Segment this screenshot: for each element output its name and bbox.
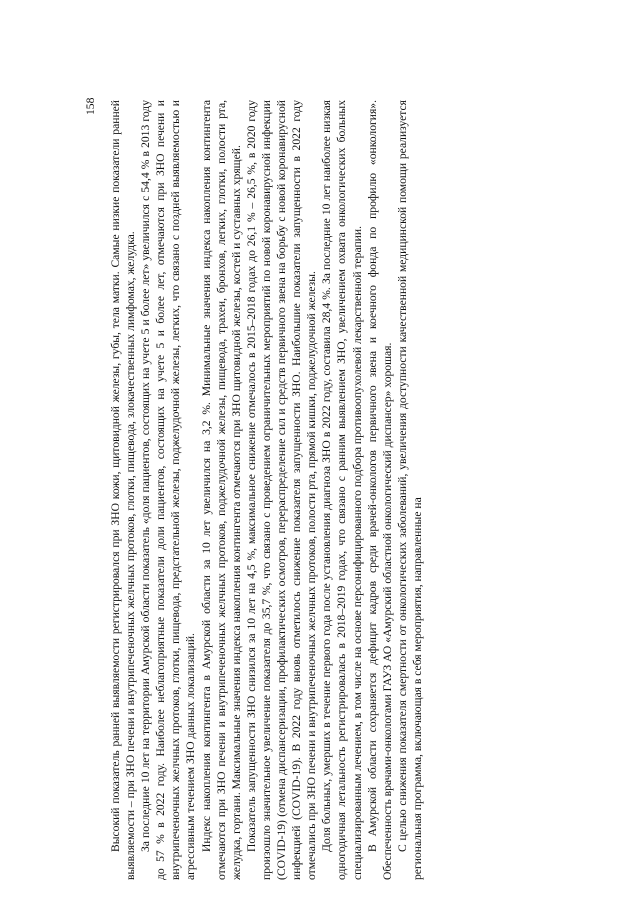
paragraph-regional-program: С целью снижения показателя смертности от онкологических заболеваний, увеличения доступности качественной медицинской помощи реализуется региональная программа, включающая в себя мероприятия, направленные на xyxy=(395,100,424,880)
paragraph-five-year-share: За последние 10 лет на территории Амурской области показатель «доля пациентов, состоящих на учете 5 и более лет» увеличился с 54,4 % в 2013 году до 57 % в 2022 году. Наиболее неблагоприятные показатели доли пациентов, состоящих на учете 5 и более лет, отмечаются при ЗНО печени и внутрипеченочных желчных протоков, глотки, пищевода, предстательной железы, поджелудочной железы, легких, что связано с поздней выявляемостью и агрессивным течением ЗНО данных локализаций. xyxy=(139,100,198,880)
paragraph-accumulation-index: Индекс накопления контингента в Амурской области за 10 лет увеличился на 3,2 %. Минимальные значения индекса накопления контингента отмечаются при ЗНО печени и внутрипеченочных желчных протоков, поджелудочной железы, пищевода, трахеи, бронхов, легких, глотки, полости рта, желудка, гортани. Максимальные значения индекса накопления контингента отмечаются при ЗНО щитовидной железы, костей и суставных хрящей. xyxy=(199,100,243,880)
paragraph-early-detection: Высокий показатель ранней выявляемости регистрировался при ЗНО кожи, щитовидной железы, губы, тела матки. Самые низкие показатели ранней выявляемости – при ЗНО печени и внутрипеченочных желчных протоков, глотки, пищевода, злокачественных лимфомах, желудка. xyxy=(109,100,138,880)
paragraph-one-year-mortality: Доля больных, умерших в течение первого года после установления диагноза ЗНО в 2022 году, составила 28,4 %. За последние 10 лет наиболее низкая одногодичная летальность регистрировалась в 2018–2019 годах, что связано с ранним выявлением ЗНО, увеличением охвата онкологических больных специализированным лечением, в том числе на основе персонифицированного подбора противоопухолевой лекарственной терапии. xyxy=(320,100,364,880)
page-number: 158 xyxy=(84,97,97,115)
body-text xyxy=(108,100,425,880)
paragraph-staff-shortage: В Амурской области сохраняется дефицит кадров среди врачей-онкологов первичного звена и коечного фонда по профилю «онкология». Обеспеченность врачами-онкологами ГАУЗ АО «Амурский областной онкологический диспансер» хорошая. xyxy=(365,100,394,880)
rotated-text-block xyxy=(83,97,553,880)
paragraph-neglect-rate: Показатель запущенности ЗНО снизился за 10 лет на 4,5 %, максимальное снижение отмечалось в 2015–2018 годах до 26,1 % – 26,5 %, в 2020 году произошло значительное увеличение показателя до 35,7 %, что связано с проведением ограничительных мероприятий по новой коронавирусной инфекции (COVID-19) (отмена диспансеризации, профилактических осмотров, перераспределение сил и средств первичного звена на борьбу с новой коронавирусной инфекцией (COVID-19). В 2022 году вновь отметилось снижение показателя запущенности ЗНО. Наибольшие показатели запущенности в 2022 году отмечались при ЗНО печени и внутрипеченочных желчных протоков, полости рта, прямой кишки, поджелудочной железы. xyxy=(244,100,319,880)
